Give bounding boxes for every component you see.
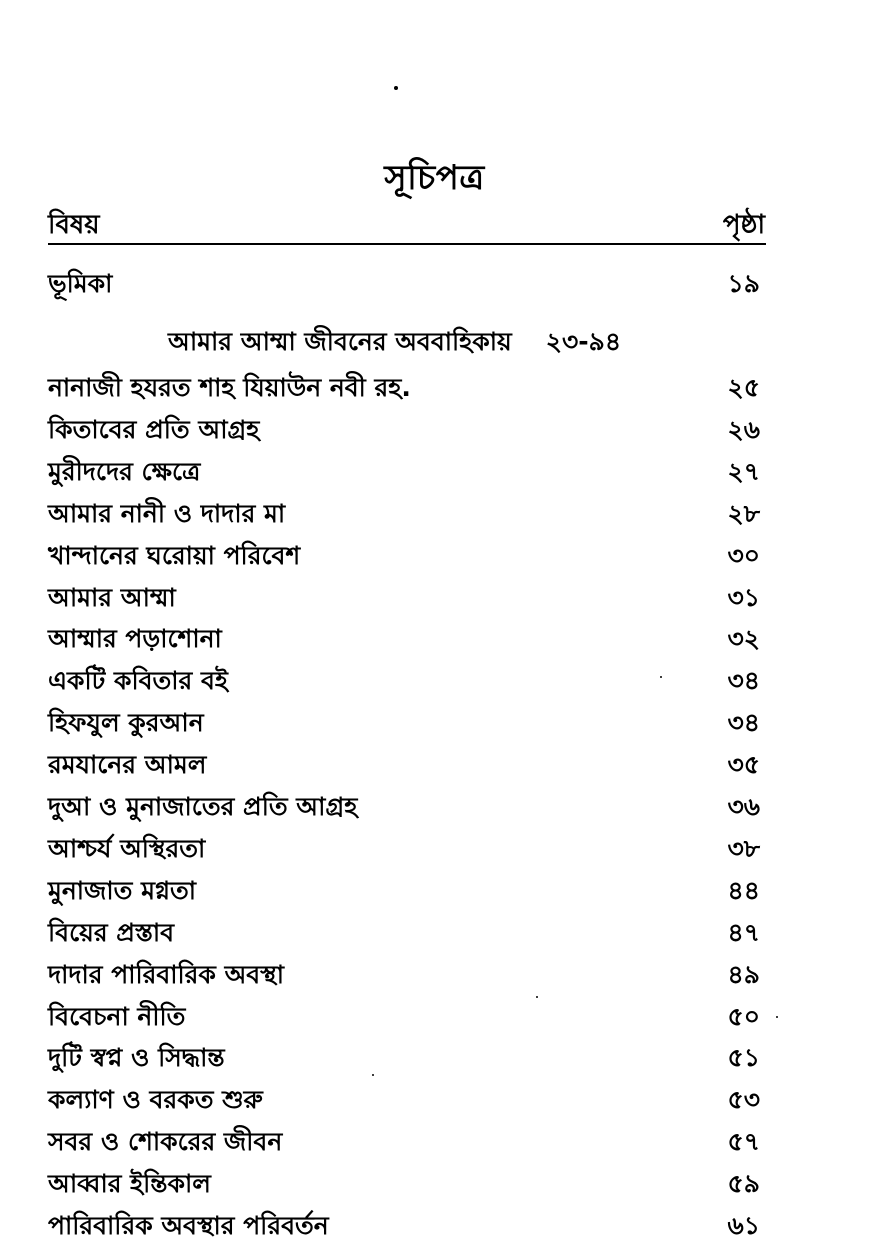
entry-page: ১৯ — [727, 269, 760, 298]
section-heading[interactable] — [168, 322, 621, 365]
toc-entry[interactable] — [48, 578, 766, 618]
entry-page: ৪৪ — [727, 875, 760, 905]
toc-entry[interactable] — [48, 410, 766, 450]
entry-label: খান্দানের ঘরোয়া পরিবেশ — [48, 540, 301, 570]
entry-label: বিয়ের প্রস্তাব — [48, 917, 175, 947]
entry-page: ৫৩ — [727, 1085, 760, 1115]
entry-page: ২৬ — [727, 414, 760, 444]
entry-label: আব্বার ইন্তিকাল — [48, 1169, 211, 1199]
entry-page: ৩২ — [727, 624, 760, 654]
entry-page: ৬১ — [727, 1211, 760, 1240]
entry-label: কিতাবের প্রতি আগ্রহ — [48, 414, 260, 444]
entry-label: মুরীদদের ক্ষেত্রে — [48, 456, 201, 486]
entry-label: রমযানের আমল — [48, 750, 207, 780]
entry-label: নানাজী হযরত শাহ যিয়াউন নবী রহ. — [48, 373, 411, 402]
toc-entry[interactable] — [48, 787, 766, 827]
entry-label: আশ্চর্য অস্থিরতা — [48, 833, 206, 863]
header-divider — [48, 243, 766, 245]
entry-label: দাদার পারিবারিক অবস্থা — [48, 959, 284, 989]
toc-entry[interactable] — [48, 997, 766, 1037]
entry-label: মুনাজাত মগ্নতা — [48, 875, 197, 905]
toc-entry[interactable] — [48, 1038, 766, 1078]
entry-page: ৩১ — [727, 582, 760, 612]
toc-entry[interactable] — [48, 494, 766, 534]
subject-column-header: বিষয় — [48, 210, 100, 240]
entry-page: ৪৯ — [727, 959, 760, 989]
entry-page: ৫৭ — [727, 1127, 760, 1157]
toc-entry[interactable] — [48, 368, 766, 408]
entry-page: ৩৪ — [727, 666, 760, 696]
entry-label: পারিবারিক অবস্থার পরিবর্তন — [48, 1211, 329, 1240]
toc-entry[interactable] — [48, 452, 766, 492]
entry-label: সবর ও শোকরের জীবন — [48, 1127, 283, 1157]
toc-entry[interactable] — [48, 703, 766, 743]
toc-entry[interactable] — [48, 955, 766, 995]
toc-entry[interactable] — [48, 536, 766, 576]
entry-page: ৩৮ — [727, 833, 760, 863]
toc-entry[interactable] — [48, 913, 766, 953]
entry-label: বিবেচনা নীতি — [48, 1001, 186, 1031]
entry-page: ৪৭ — [727, 917, 760, 947]
entry-label: হিফযুল কুরআন — [48, 708, 204, 738]
entry-label: আম্মার পড়াশোনা — [48, 624, 222, 654]
entry-page: ২৮ — [727, 498, 760, 528]
toc-entry-intro[interactable] — [48, 264, 766, 304]
entry-label: আমার আম্মা — [48, 582, 176, 612]
entry-label: দুটি স্বপ্ন ও সিদ্ধান্ত — [48, 1043, 225, 1073]
entry-label: দুআ ও মুনাজাতের প্রতি আগ্রহ — [48, 792, 358, 821]
entry-page: ৫০ — [727, 1001, 760, 1031]
page-column-header: পৃষ্ঠা — [722, 210, 765, 240]
section-page-range: ২৩-৯৪ — [545, 327, 622, 356]
entry-page: ৩০ — [727, 540, 760, 570]
entry-label: আমার নানী ও দাদার মা — [48, 498, 286, 528]
toc-entry[interactable] — [48, 661, 766, 701]
toc-entry[interactable] — [48, 745, 766, 785]
toc-entry[interactable] — [48, 619, 766, 659]
entry-page: ৩৬ — [727, 792, 760, 821]
toc-entry[interactable] — [48, 1122, 766, 1162]
entry-page: ৩৫ — [727, 750, 760, 780]
toc-entry[interactable] — [48, 829, 766, 869]
entry-label: কল্যাণ ও বরকত শুরু — [48, 1085, 263, 1115]
toc-entry[interactable] — [48, 1206, 766, 1246]
entry-page: ২৭ — [727, 456, 760, 486]
ink-speck — [394, 86, 398, 90]
toc-entry[interactable] — [48, 871, 766, 911]
entry-label: একটি কবিতার বই — [48, 666, 228, 696]
entry-page: ৩৪ — [727, 708, 760, 738]
entry-label: ভূমিকা — [48, 269, 113, 298]
entry-page: ২৫ — [727, 373, 760, 402]
section-label: আমার আম্মা জীবনের অববাহিকায় — [168, 327, 512, 356]
ink-speck — [776, 1016, 778, 1018]
toc-entry[interactable] — [48, 1080, 766, 1120]
entry-page: ৫৯ — [727, 1169, 760, 1199]
page-title: সূচিপত্র — [384, 158, 485, 198]
toc-entry[interactable] — [48, 1164, 766, 1204]
entry-page: ৫১ — [727, 1043, 760, 1073]
